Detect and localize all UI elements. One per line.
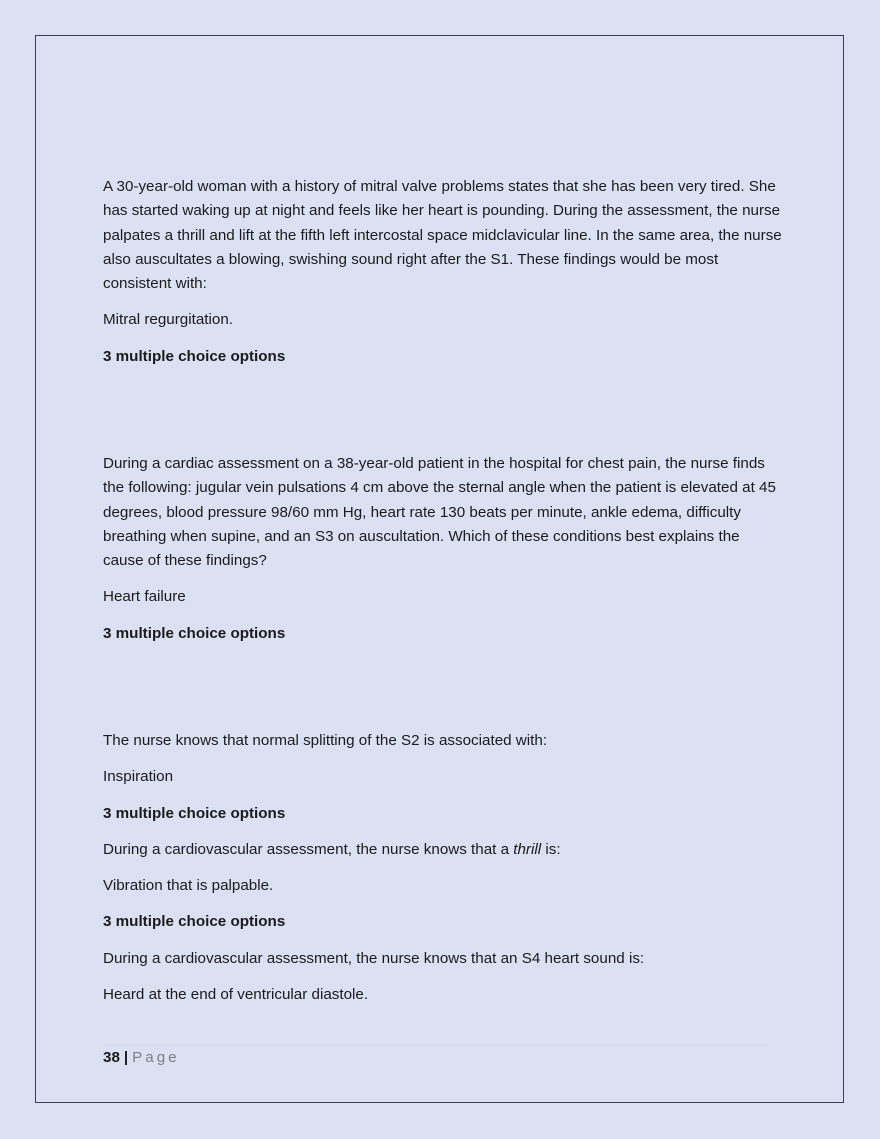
answer-text: Heart failure [103,588,186,606]
options-label: 3 multiple choice options [103,804,286,822]
page-footer [103,1045,768,1070]
question-3-to-5 [103,729,783,1007]
question-text: During a cardiovascular assessment, the nurse knows that an S4 heart sound is: [103,949,645,967]
answer-text: Mitral regurgitation. [103,311,233,329]
options-label: 3 multiple choice options [103,624,286,642]
answer-text: Inspiration [103,768,174,786]
question-text-part: During a cardiovascular assessment, the nurse knows that a [103,840,514,858]
footer-separator: | [123,1049,129,1066]
question-text [103,838,783,862]
options-label: 3 multiple choice options [103,913,286,931]
question-text: During a cardiac assessment on a 38-year-old patient in the hospital for chest pain, the nurse finds the following: jugular vein pulsations 4 cm above the sternal angle when the patient is elevated at 45 degrees, blood pressure 98/60 mm Hg, heart rate 130 beats per minute, ankle edema, difficulty breathing when supine, and an S3 on auscultation. Which of these conditions best explains the cause of these findings? [103,455,776,570]
question-text: The nurse knows that normal splitting of the S2 is associated with: [103,732,548,749]
options-label: 3 multiple choice options [103,347,286,365]
page-label: Page [132,1049,180,1066]
question-text-part: is: [541,840,561,858]
answer-text: Vibration that is palpable. [103,877,274,895]
question-1 [103,175,783,369]
answer-text: Heard at the end of ventricular diastole. [103,986,369,1004]
question-text-emphasis: thrill [513,840,542,858]
question-text: A 30-year-old woman with a history of mitral valve problems states that she has been very tired. She has started waking up at night and feels like her heart is pounding. During the assessment, the nurse palpates a thrill and lift at the fifth left intercostal space midclavicular line. In the same area, the nurse also auscultates a blowing, swishing sound right after the S1. These findings would be most consistent with: [103,178,782,293]
question-2 [103,452,783,646]
page-number: 38 [103,1049,120,1066]
